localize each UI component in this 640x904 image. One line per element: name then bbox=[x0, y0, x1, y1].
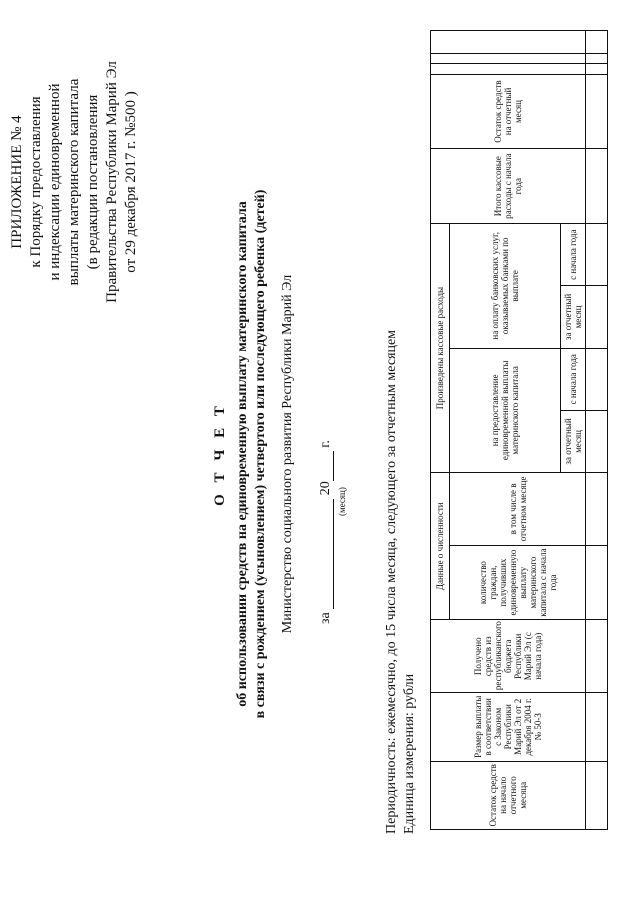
document-title: О Т Ч Е Т bbox=[212, 402, 228, 506]
periodicity-text: Периодичность: ежемесячно, до 15 числа месяца, следующего за отчетным месяцем bbox=[384, 329, 399, 834]
subtitle-line: в связи с рождением (усыновлением) четвертого или последующего ребенка (детей) bbox=[253, 189, 268, 719]
month-blank bbox=[319, 499, 334, 609]
appendix-block bbox=[8, 32, 141, 332]
header-headcount: Данные о численности bbox=[431, 473, 450, 620]
header-bank-year: с начала года bbox=[561, 224, 586, 286]
month-hint: (месяц) bbox=[337, 487, 347, 516]
appendix-line: и индексации единовременной bbox=[47, 83, 63, 281]
document-subtitle bbox=[234, 154, 270, 754]
header-bank-fees: на оплату банковских услуг, оказываемых банками по выплате bbox=[450, 224, 561, 349]
units-text: Единица измерения: рубли bbox=[402, 673, 417, 834]
period-prefix: за bbox=[318, 612, 333, 624]
extra-column bbox=[431, 64, 586, 74]
appendix-line: выплаты материнского капитала bbox=[66, 78, 82, 286]
appendix-line: ПРИЛОЖЕНИЕ № 4 bbox=[9, 115, 25, 249]
appendix-line: к Порядку предоставления bbox=[28, 96, 44, 268]
appendix-line: от 29 декабря 2017 г. №500 ) bbox=[123, 91, 139, 273]
header-bank-month: за отчетный месяц bbox=[561, 286, 586, 348]
period-line bbox=[318, 440, 334, 624]
header-row bbox=[431, 31, 450, 830]
header-received: Получено средств из республиканского бюджета Республики Марий Эл (с начала года) bbox=[431, 620, 586, 693]
period-year: 20 bbox=[318, 481, 333, 496]
header-headcount-ytd: количество граждан, получивших единовременную выплату материнского капитала с начала года bbox=[450, 545, 586, 620]
appendix-line: (в редакции постановления bbox=[85, 94, 101, 270]
header-opening-balance: Остаток средств на начало отчетного месяца bbox=[431, 761, 586, 829]
appendix-line: Правительства Республики Марий Эл bbox=[104, 61, 120, 303]
header-closing-balance: Остаток средств на отчетный месяц bbox=[431, 74, 586, 149]
report-table bbox=[430, 30, 608, 830]
header-payment-amount: Размер выплаты в соответствии с Законом Республики Марий Эл от 2 декабря 2004 г. № 50-З bbox=[431, 693, 586, 761]
table-row bbox=[586, 31, 608, 830]
extra-column bbox=[431, 31, 586, 54]
year-blank bbox=[319, 451, 334, 481]
header-cash-expenses: Произведены кассовые расходы bbox=[431, 224, 450, 473]
header-provision-year: с начала года bbox=[561, 348, 586, 410]
header-headcount-month: в том числе в отчетном месяце bbox=[450, 473, 586, 546]
extra-column bbox=[431, 53, 586, 63]
header-total-expenses: Итого кассовые расходы с начала года bbox=[431, 149, 586, 224]
ministry-name: Министерство социального развития Республики Марий Эл bbox=[280, 274, 295, 634]
subtitle-line: об использовании средств на единовременную выплату материнского капитала bbox=[235, 201, 250, 707]
header-provision: на предоставление единовременной выплаты материнского капитала bbox=[450, 348, 561, 473]
period-suffix: г. bbox=[318, 440, 333, 448]
header-provision-month: за отчетный месяц bbox=[561, 410, 586, 472]
